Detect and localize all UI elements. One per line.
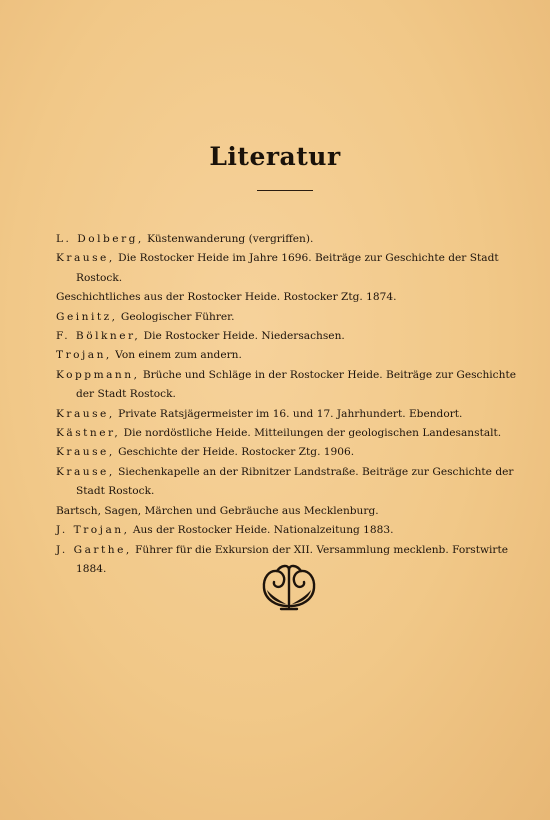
entry-author: Krause, <box>56 407 115 420</box>
entry-author: J. Trojan, <box>56 524 130 537</box>
title-divider <box>257 190 313 191</box>
bibliography-list <box>56 230 518 579</box>
bibliography-entry <box>56 230 518 249</box>
entry-author: Krause, <box>56 446 115 459</box>
leaf-ornament-icon <box>259 562 319 612</box>
entry-author: Koppmann, <box>56 368 140 381</box>
entry-text: Siechenkapelle an der Ribnitzer Landstraße. Beiträge zur Geschichte der Stadt Rostock. <box>76 465 514 498</box>
bibliography-entry <box>56 502 518 521</box>
entry-text: Küstenwanderung (vergriffen). <box>143 233 314 245</box>
bibliography-entry <box>56 521 518 540</box>
bibliography-entry <box>56 443 518 462</box>
entry-text: Von einem zum andern. <box>111 349 242 362</box>
bibliography-entry <box>56 249 518 288</box>
entry-author: Krause, <box>56 465 115 478</box>
entry-text: Geschichte der Heide. Rostocker Ztg. 1906. <box>114 446 355 459</box>
entry-author: J. Garthe, <box>56 543 132 556</box>
entry-author: L. Dolberg, <box>56 233 144 245</box>
entry-text: Geschichtliches aus der Rostocker Heide. Rostocker Ztg. 1874. <box>56 291 397 304</box>
entry-author: Geinitz, <box>56 310 118 323</box>
bibliography-entry <box>56 327 518 346</box>
entry-author: Kästner, <box>56 427 121 440</box>
bibliography-entry <box>56 405 518 424</box>
bibliography-entry <box>56 463 518 502</box>
entry-text: Aus der Rostocker Heide. Nationalzeitung 1883. <box>129 524 394 537</box>
bibliography-entry <box>56 424 518 443</box>
entry-text: Brüche und Schläge in der Rostocker Heide. Beiträge zur Geschichte der Stadt Rostock. <box>76 368 516 401</box>
entry-text: Private Ratsjägermeister im 16. und 17. Jahrhundert. Ebendort. <box>114 407 463 420</box>
entry-text: Die nordöstliche Heide. Mitteilungen der geologischen Landesanstalt. <box>120 427 502 440</box>
entry-text: Führer für die Exkursion der XII. Versammlung mecklenb. Forstwirte 1884. <box>76 543 509 575</box>
bibliography-entry <box>56 288 518 307</box>
entry-author: F. Bölkner, <box>56 330 141 343</box>
bibliography-entry <box>56 366 518 405</box>
entry-author: Krause, <box>56 252 115 265</box>
entry-text: Die Rostocker Heide. Niedersachsen. <box>140 330 345 343</box>
bibliography-entry <box>56 346 518 365</box>
bibliography-entry <box>56 308 518 327</box>
entry-text: Geologischer Führer. <box>117 310 235 323</box>
entry-text: Bartsch, Sagen, Märchen und Gebräuche aus Mecklenburg. <box>56 504 379 517</box>
entry-text: Die Rostocker Heide im Jahre 1696. Beiträge zur Geschichte der Stadt Rostock. <box>76 252 499 284</box>
entry-author: Trojan, <box>56 349 112 362</box>
page-title: Literatur <box>209 142 341 171</box>
